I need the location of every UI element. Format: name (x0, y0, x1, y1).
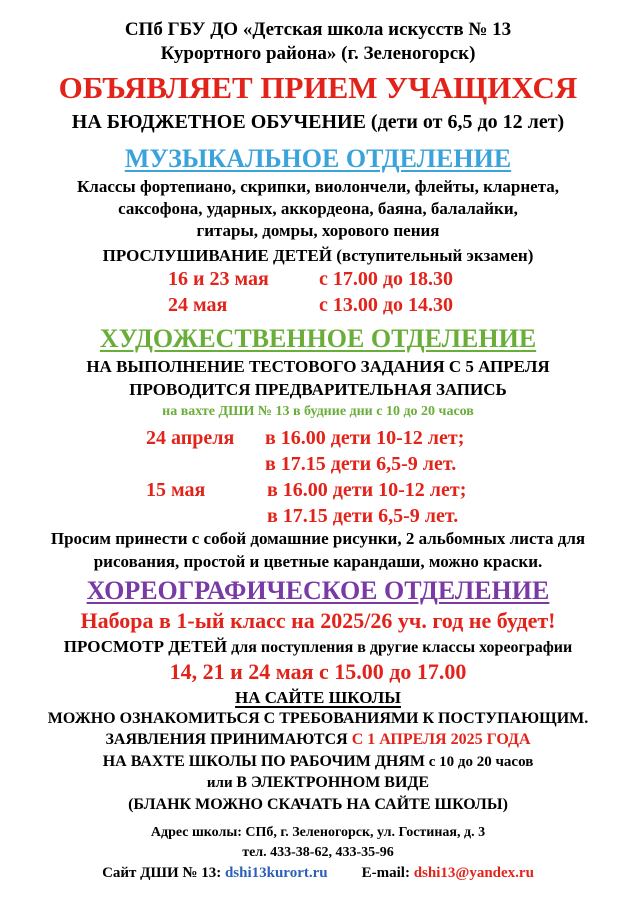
audition-line: ПРОСЛУШИВАНИЕ ДЕТЕЙ (вступительный экзамен) (102, 246, 534, 265)
budget-line: НА БЮДЖЕТНОЕ ОБУЧЕНИЕ (дети от 6,5 до 12 лет) (71, 111, 565, 133)
dance-department-title: ХОРЕОГРАФИЧЕСКОЕ ОТДЕЛЕНИЕ (86, 576, 550, 605)
electronic-line (0, 775, 636, 791)
address-line: Адрес школы: СПб, г. Зеленогорск, ул. Гостиная, д. 3 (150, 825, 486, 840)
art-prereg-line: ПРОВОДИТСЯ ПРЕДВАРИТЕЛЬНАЯ ЗАПИСЬ (129, 380, 507, 399)
email-link[interactable]: dshi13@yandex.ru (413, 865, 534, 881)
contacts-line (0, 866, 636, 881)
electronic-form: В ЭЛЕКТРОННОМ ВИДЕ (236, 774, 430, 791)
school-name-line-2: Курортного района» (г. Зеленогорск) (160, 43, 476, 64)
music-date-1: 16 и 23 мая (168, 268, 269, 290)
art-bring-line-2: рисования, простой и цветные карандаши, можно краски. (93, 552, 543, 571)
desk-hours: с 10 до 20 часов (424, 754, 534, 770)
desk-prefix: НА ВАХТЕ ШКОЛЫ ПО РАБОЧИМ ДНЯМ (102, 753, 425, 770)
art-time-4: в 17.15 дети 6,5-9 лет. (267, 505, 459, 527)
site-link[interactable]: dshi13kurort.ru (224, 865, 328, 881)
music-time-2: с 13.00 до 14.30 (319, 294, 453, 316)
phones-line: тел. 433-38-62, 433-35-96 (242, 845, 394, 860)
applications-prefix: ЗАЯВЛЕНИЯ ПРИНИМАЮТСЯ (105, 731, 352, 748)
music-department-title: МУЗЫКАЛЬНОЕ ОТДЕЛЕНИЕ (124, 144, 512, 173)
dance-no-intake: Набора в 1-ый класс на 2025/26 уч. год не будет! (80, 608, 556, 633)
art-date-2: 15 мая (146, 479, 206, 501)
site-label: Сайт ДШИ № 13: (102, 865, 225, 881)
music-classes-line-1: Классы фортепиано, скрипки, виолончели, флейты, кларнета, (76, 177, 560, 196)
applications-line (0, 732, 636, 748)
art-date-1: 24 апреля (146, 427, 235, 449)
art-desk-line: на вахте ДШИ № 13 в будние дни с 10 до 20 часов (162, 404, 474, 419)
dance-view-line (0, 638, 636, 656)
desk-line (0, 754, 636, 770)
art-time-1: в 16.00 дети 10-12 лет; (265, 427, 465, 449)
dance-view-rest: для поступления в другие классы хореографии (227, 639, 573, 656)
dance-view-caps: ПРОСМОТР ДЕТЕЙ (63, 637, 228, 656)
applications-date: С 1 АПРЕЛЯ 2025 ГОДА (351, 731, 531, 748)
music-classes-line-2: саксофона, ударных, аккордеона, баяна, балалайки, (118, 199, 518, 218)
art-time-2: в 17.15 дети 6,5-9 лет. (265, 453, 457, 475)
art-time-3: в 16.00 дети 10-12 лет; (267, 479, 467, 501)
dance-dates: 14, 21 и 24 мая с 15.00 до 17.00 (169, 659, 467, 684)
email-label: E-mail: (361, 865, 414, 881)
music-time-1: с 17.00 до 18.30 (319, 268, 453, 290)
music-date-2: 24 мая (168, 294, 228, 316)
art-bring-line-1: Просим принести с собой домашние рисунки, 2 альбомных листа для (50, 529, 586, 548)
announcement-title: ОБЪЯВЛЯЕТ ПРИЕМ УЧАЩИХСЯ (58, 70, 578, 105)
music-classes-line-3: гитары, домры, хорового пения (196, 221, 440, 240)
site-heading: НА САЙТЕ ШКОЛЫ (235, 688, 401, 707)
school-name-line-1: СПб ГБУ ДО «Детская школа искусств № 13 (124, 19, 512, 40)
electronic-or: или (206, 775, 237, 791)
art-department-title: ХУДОЖЕСТВЕННОЕ ОТДЕЛЕНИЕ (99, 324, 537, 353)
requirements-line: МОЖНО ОЗНАКОМИТЬСЯ С ТРЕБОВАНИЯМИ К ПОСТУПАЮЩИМ. (47, 710, 589, 727)
blank-line: (БЛАНК МОЖНО СКАЧАТЬ НА САЙТЕ ШКОЛЫ) (128, 796, 508, 813)
art-test-line: НА ВЫПОЛНЕНИЕ ТЕСТОВОГО ЗАДАНИЯ С 5 АПРЕЛЯ (86, 357, 550, 376)
